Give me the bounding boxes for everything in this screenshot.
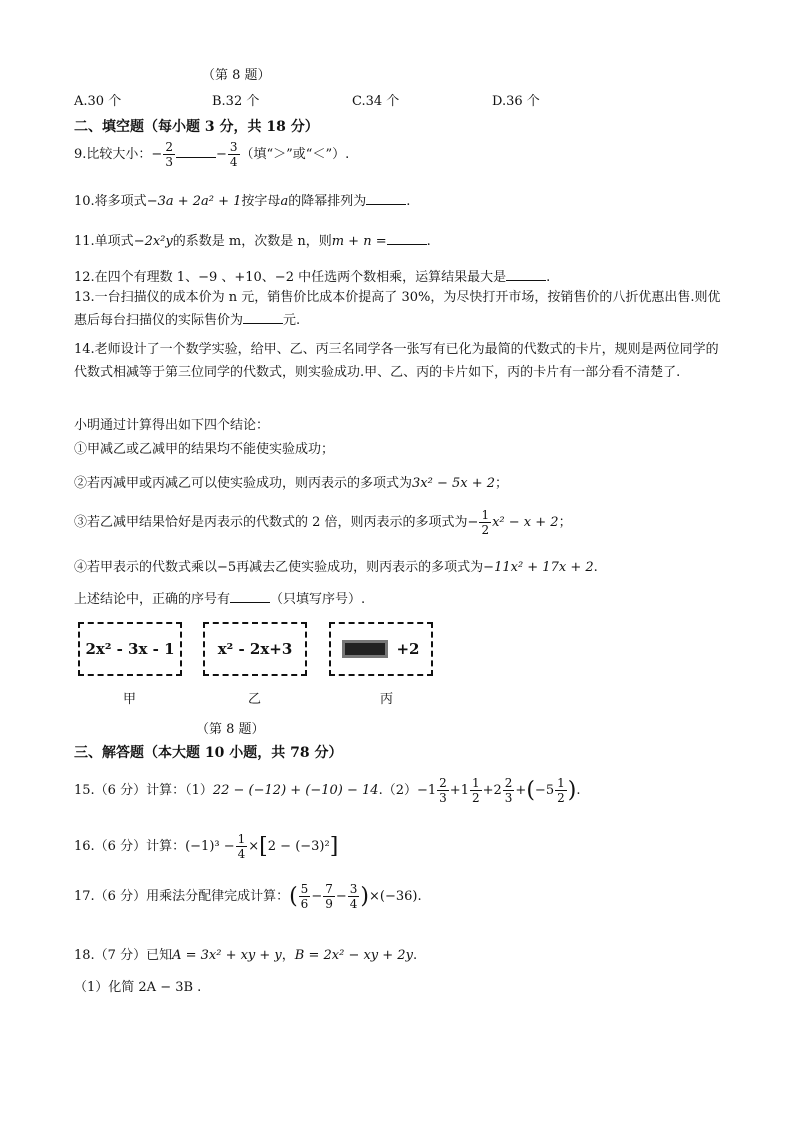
question-10: 10.将多项式−3a + 2a² + 1按字母a的降幂排列为 . bbox=[74, 194, 411, 209]
card-jia: 2x² - 3x - 1 bbox=[78, 622, 182, 676]
answer-blank bbox=[176, 145, 216, 158]
blurred-region bbox=[342, 640, 388, 658]
question-13: 13.一台扫描仪的成本价为 n 元，销售价比成本价提高了 30%，为尽快打开市场，按销售价的八折优惠出售.则优惠后每台扫描仪的实际售价为 元. bbox=[74, 290, 721, 328]
question-11: 11.单项式−2x²y的系数是 m，次数是 n，则m + n = . bbox=[74, 234, 431, 249]
question-12: 12.在四个有理数 1、−9 、+10、−2 中任选两个数相乘，运算结果最大是 . bbox=[74, 270, 551, 285]
option-c: C.34 个 bbox=[352, 94, 400, 109]
question-16: 16.（6 分）计算：(−1)³ − $\frac{1}{4}$ ×[2 − (−3)²] bbox=[74, 832, 339, 861]
answer-blank bbox=[243, 311, 283, 324]
answer-blank bbox=[387, 232, 427, 245]
option-a: A.30 个 bbox=[74, 94, 122, 109]
question-18-part-1: （1）化简 2A − 3B . bbox=[74, 980, 202, 995]
question-15: 15.（6 分）计算：（1）22 − (−12) + (−10) − 14.（2）−1 $\frac{2}{3}$ +1 $\frac{1}{2}$ +2 $\frac{2}{3}$ +(−5 $\frac{1}{2}$ ). bbox=[74, 776, 581, 805]
question-18: 18.（7 分）已知A = 3x² + xy + y，B = 2x² − xy + 2y. bbox=[74, 948, 418, 963]
q14-ask: 上述结论中，正确的序号有 （只填写序号）. bbox=[74, 592, 366, 607]
card-bing: +2 bbox=[329, 622, 433, 676]
question-14: 14.老师设计了一个数学实验，给甲、乙、丙三名同学各一张写有已化为最简的代数式的卡片，规则是两位同学的代数式相减等于第三位同学的代数式，则实验成功.甲、乙、丙的卡片如下，丙的卡片有一部分看不清楚了. bbox=[74, 342, 719, 380]
q9-frac-1: $\frac{2}{3}$ bbox=[165, 140, 173, 169]
conclusion-4: ④若甲表示的代数式乘以−5再减去乙使实验成功，则丙表示的多项式为−11x² + 17x + 2. bbox=[74, 560, 598, 575]
card-label-jia: 甲 bbox=[123, 692, 137, 707]
section-2-title: 二、填空题（每小题 3 分，共 18 分） bbox=[74, 119, 319, 135]
figure-caption: （第 8 题） bbox=[202, 68, 271, 83]
answer-blank bbox=[230, 590, 270, 603]
option-d: D.36 个 bbox=[492, 94, 540, 109]
card-label-yi: 乙 bbox=[248, 692, 262, 707]
conclusion-1: ①甲减乙或乙减甲的结果均不能使实验成功； bbox=[74, 442, 335, 457]
card-label-bing: 丙 bbox=[380, 692, 394, 707]
q9-frac-2: $\frac{3}{4}$ bbox=[229, 140, 238, 169]
answer-blank bbox=[366, 192, 406, 205]
figure-caption: （第 8 题） bbox=[196, 722, 265, 737]
option-b: B.32 个 bbox=[212, 94, 260, 109]
answer-blank bbox=[506, 268, 546, 281]
q9-prefix: 9.比较大小： bbox=[74, 147, 152, 162]
conclusion-3: ③若乙减甲结果恰好是丙表示的代数式的 2 倍，则丙表示的多项式为− $\frac{1}{2}$ x² − x + 2； bbox=[74, 508, 572, 537]
card-yi: x² - 2x+3 bbox=[203, 622, 307, 676]
q14-intro: 小明通过计算得出如下四个结论： bbox=[74, 418, 270, 433]
question-9: 9.比较大小：− $\frac{2}{3}$ − $\frac{3}{4}$ （填“＞”或“＜”）. bbox=[74, 140, 350, 169]
question-17: 17.（6 分）用乘法分配律完成计算：( $\frac{5}{6}$ − $\frac{7}{9}$ − $\frac{3}{4}$ )×(−36). bbox=[74, 882, 422, 911]
section-3-title: 三、解答题（本大题 10 小题，共 78 分） bbox=[74, 745, 343, 761]
conclusion-2: ②若丙减甲或丙减乙可以使实验成功，则丙表示的多项式为3x² − 5x + 2； bbox=[74, 476, 509, 491]
